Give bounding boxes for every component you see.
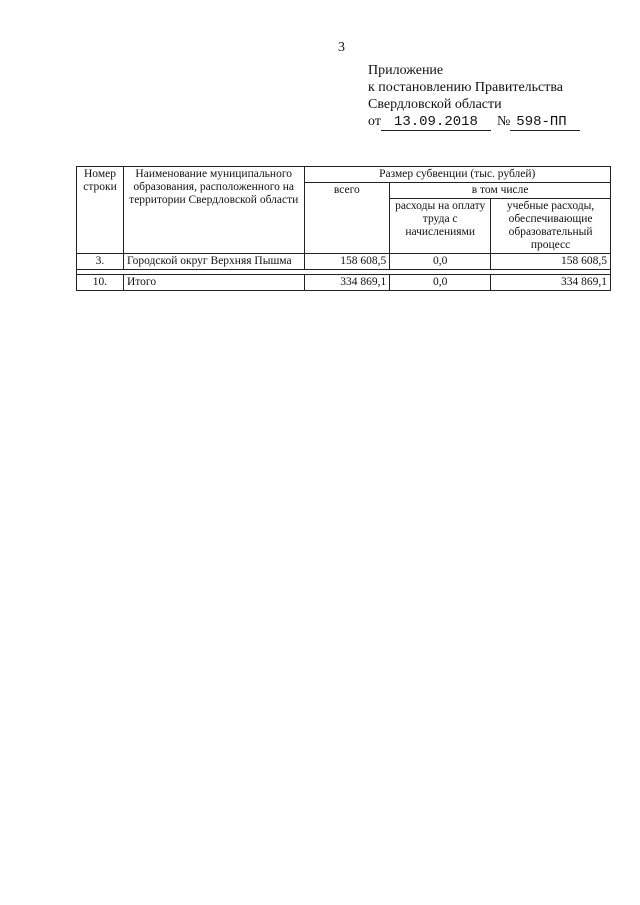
total-total-cell: 334 869,1: [304, 275, 390, 291]
appendix-title: Приложение: [368, 63, 444, 78]
total-educational-cell: 334 869,1: [491, 275, 611, 291]
appendix-date-number-line: [368, 113, 580, 131]
row-name-cell: Городской округ Верхняя Пышма: [123, 254, 304, 270]
row-number-cell: 3.: [77, 254, 124, 270]
row-total-cell: 158 608,5: [304, 254, 390, 270]
table-header-row-1: [77, 167, 611, 183]
row-labor-cell: 0,0: [390, 254, 491, 270]
appendix-resolution-line: к постановлению Правительства: [368, 80, 564, 95]
number-label: №: [496, 114, 511, 129]
header-labor-costs: расходы на оплату труда с начислениями: [390, 199, 491, 254]
header-including: в том числе: [390, 183, 611, 199]
header-total: всего: [304, 183, 390, 254]
header-row-number: Номер строки: [77, 167, 124, 254]
subsidy-table: [76, 166, 611, 291]
page-number: 3: [338, 40, 345, 55]
header-subsidy-size: Размер субвенции (тыс. рублей): [304, 167, 611, 183]
header-municipality: Наименование муниципального образования, расположенного на территории Свердловской области: [123, 167, 304, 254]
from-label: от: [368, 114, 381, 129]
table-row: [77, 254, 611, 270]
appendix-header: [368, 62, 580, 131]
resolution-number: 598-ПП: [510, 115, 580, 131]
header-educational-costs: учебные расходы, обеспечивающие образовательный процесс: [491, 199, 611, 254]
table-total-row: [77, 275, 611, 291]
total-number-cell: 10.: [77, 275, 124, 291]
resolution-date: 13.09.2018: [381, 115, 491, 131]
total-labor-cell: 0,0: [390, 275, 491, 291]
appendix-region-line: Свердловской области: [368, 97, 502, 112]
row-educational-cell: 158 608,5: [491, 254, 611, 270]
total-name-cell: Итого: [123, 275, 304, 291]
